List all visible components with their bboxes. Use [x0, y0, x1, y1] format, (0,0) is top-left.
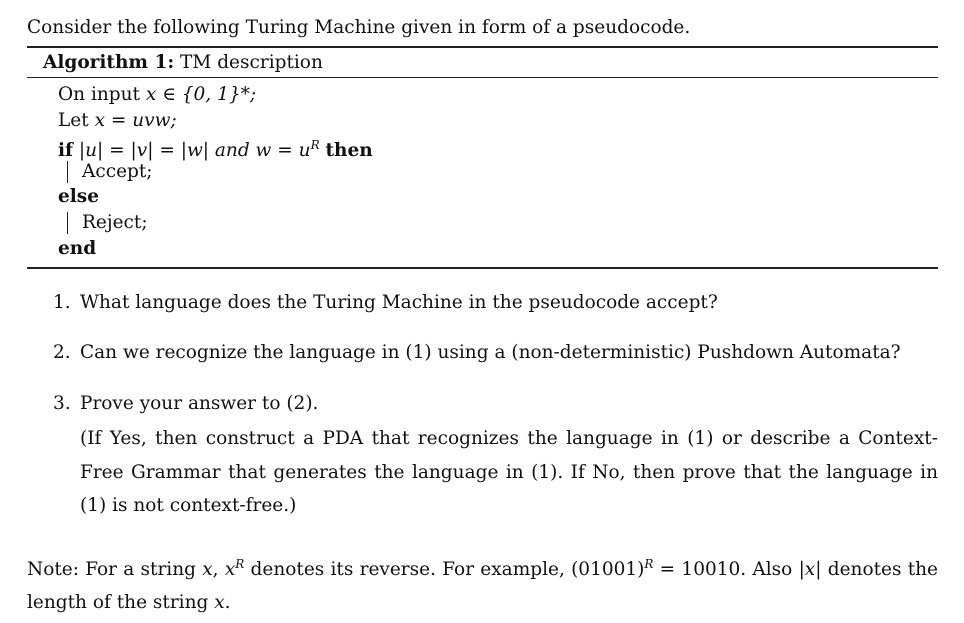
question-2	[53, 342, 901, 363]
line-else	[58, 184, 938, 210]
indent-bar	[67, 212, 68, 234]
condition-superscript: R	[310, 138, 320, 153]
else-keyword: else	[58, 186, 99, 208]
then-keyword: then	[325, 140, 373, 162]
line-let-math: x = uvw;	[94, 109, 177, 131]
question-3-detail: (If Yes, then construct a PDA that recognizes the language in (1) or describe a Context-Free Grammar that generates the language in (1). If No, then prove that the language in (1) is not context-free.)	[80, 428, 938, 516]
intro-text: Consider the following Turing Machine given in form of a pseudocode.	[27, 17, 691, 38]
end-keyword: end	[58, 237, 97, 259]
algorithm-body	[27, 78, 938, 267]
indent-bar	[67, 161, 68, 183]
question-number: 3.	[53, 393, 71, 414]
if-condition: |u| = |v| = |w| and w = u	[78, 140, 311, 162]
note-superscript: R	[644, 557, 654, 571]
algorithm-title: TM description	[180, 52, 323, 73]
if-keyword: if	[58, 140, 73, 162]
line-reject	[58, 210, 938, 236]
note-text: denotes the length of the string	[27, 559, 939, 613]
question-number: 2.	[53, 342, 71, 363]
note-text: denotes its reverse. For example, (01001)	[244, 559, 645, 580]
note-text: Note: For a string	[27, 559, 203, 580]
algorithm-header	[27, 48, 938, 78]
accept-statement: Accept;	[82, 160, 153, 182]
question-number: 1.	[53, 292, 71, 313]
note-math: |x|	[798, 559, 822, 580]
line-if	[58, 133, 938, 162]
note-paragraph	[27, 548, 938, 619]
algorithm-box	[27, 46, 938, 269]
note-text: ,	[212, 559, 225, 580]
question-text: Can we recognize the language in (1) using a (non-deterministic) Pushdown Automata?	[80, 342, 901, 363]
line-input-math: x ∈ {0, 1}*;	[145, 84, 257, 105]
question-1	[53, 292, 718, 313]
note-superscript: R	[235, 557, 245, 571]
note-text: = 10010. Also	[653, 559, 799, 580]
question-text: Prove your answer to (2).	[80, 393, 319, 414]
line-input-prefix: On input	[58, 84, 146, 105]
line-let	[58, 108, 938, 134]
algorithm-label: Algorithm 1:	[43, 52, 175, 73]
note-text: .	[224, 592, 231, 613]
question-text: What language does the Turing Machine in the pseudocode accept?	[80, 292, 718, 313]
question-3	[53, 393, 318, 414]
note-math: x	[224, 559, 236, 580]
line-end	[58, 236, 938, 262]
note-math: x	[202, 559, 213, 580]
note-math: x	[214, 592, 225, 613]
line-let-prefix: Let	[58, 109, 95, 131]
line-accept	[58, 159, 938, 185]
line-input	[58, 82, 938, 108]
reject-statement: Reject;	[82, 211, 148, 233]
